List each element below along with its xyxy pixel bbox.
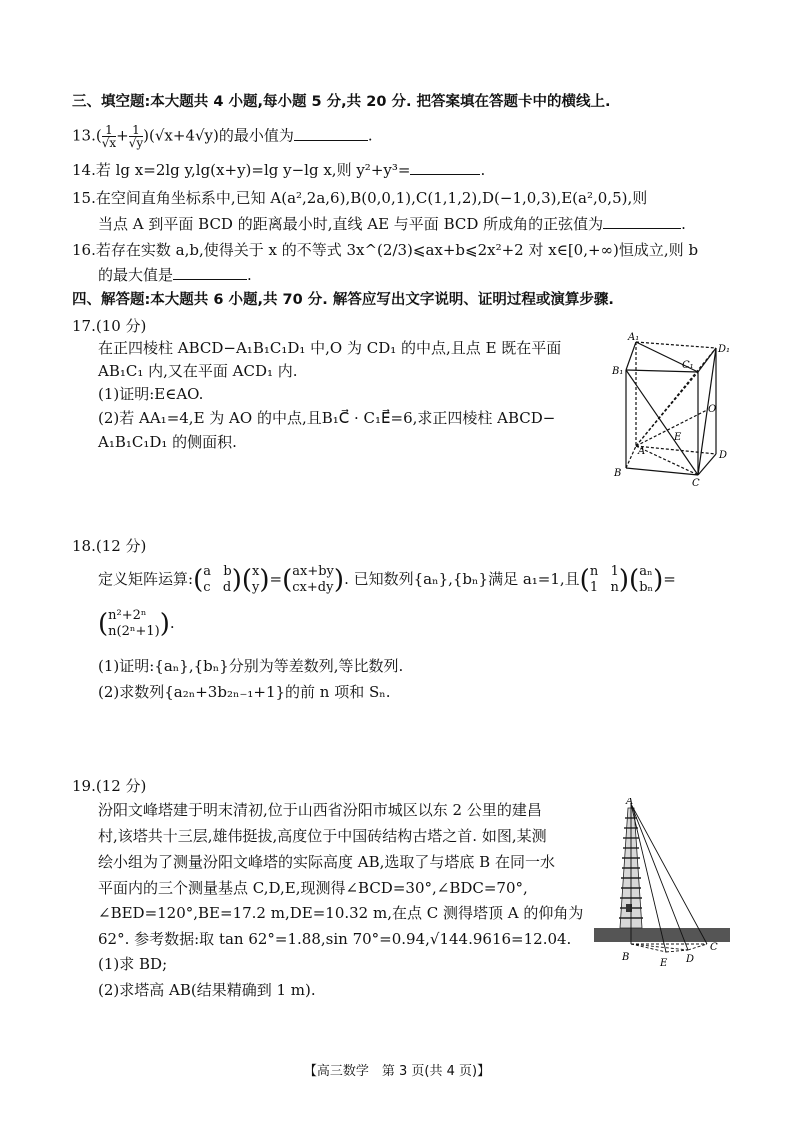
- question-15-line-1: [72, 188, 647, 208]
- q19-line4: 平面内的三个测量基点 C,D,E,现测得∠BCD=30°,∠BDC=70°,: [98, 879, 528, 897]
- q19-line3: 绘小组为了测量汾阳文峰塔的实际高度 AB,选取了与塔底 B 在同一水: [98, 853, 555, 871]
- vector-rhs: n²+2ⁿ n(2ⁿ+1): [108, 608, 160, 639]
- q19-line1: 汾阳文峰塔建于明末清初,位于山西省汾阳市城区以东 2 公里的建昌: [98, 801, 542, 819]
- q14-text: 若 lg x=2lg y,lg(x+y)=lg y−lg x,则 y²+y³=: [95, 161, 411, 179]
- q15-end: .: [681, 215, 686, 233]
- q18-line2-end: .: [169, 614, 175, 632]
- q18-number: 18.(12 分): [72, 537, 147, 555]
- q17-number: 17.(10 分): [72, 317, 147, 335]
- q14-answer-blank: [410, 160, 480, 175]
- question-14: [72, 160, 485, 180]
- question-16-line-1: [72, 240, 698, 260]
- q18-line1a: 定义矩阵运算:: [98, 570, 194, 588]
- section-3-header: 三、填空题:本大题共 4 小题,每小题 5 分,共 20 分. 把答案填在答题卡中的横线上.: [72, 94, 611, 110]
- q19-part2: (2)求塔高 AB(结果精确到 1 m).: [98, 981, 316, 999]
- label-d: D: [719, 450, 728, 461]
- q17-line2: AB₁C₁ 内,又在平面 ACD₁ 内.: [98, 362, 298, 380]
- matrix-abcd: a b c d: [203, 564, 232, 595]
- q13-number: 13.: [72, 126, 96, 145]
- q16-line1: 若存在实数 a,b,使得关于 x 的不等式 3x^(2/3)⩽ax+b⩽2x²+2 对 x∈[0,+∞)恒成立,则 b: [95, 241, 699, 259]
- q14-number: 14.: [72, 161, 96, 179]
- fraction-1-over-sqrt-x: $\frac{1}{√x}$: [101, 123, 117, 150]
- q19-line6: 62°. 参考数据:取 tan 62°=1.88,sin 70°=0.94,√144.9616=12.04.: [98, 930, 572, 948]
- q13-answer-blank: [294, 126, 368, 141]
- question-16-line-2: [98, 265, 252, 285]
- question-13: 13.( $\frac{1}{√x}$ + $\frac{1}{√y}$ )(√x+4√y)的最小值为 .: [72, 123, 373, 150]
- q17-line1: 在正四棱柱 ABCD−A₁B₁C₁D₁ 中,O 为 CD₁ 的中点,且点 E 既在平面: [98, 339, 562, 357]
- q15-number: 15.: [72, 189, 96, 207]
- q15-line1: 在空间直角坐标系中,已知 A(a²,2a,6),B(0,0,1),C(1,1,2),D(−1,0,3),E(a²,0,5),则: [95, 189, 648, 207]
- q18-part2: (2)求数列{a₂ₙ+3b₂ₙ₋₁+1}的前 n 项和 Sₙ.: [98, 683, 391, 701]
- fraction-1-over-sqrt-y: $\frac{1}{√y}$: [128, 123, 144, 150]
- label-o: O: [708, 404, 717, 415]
- label-c: C: [692, 478, 700, 489]
- label-b: B: [614, 468, 622, 479]
- q19-part1: (1)求 BD;: [98, 955, 168, 973]
- matrix-n-1-1-n: n 1 1 n: [589, 564, 619, 595]
- q18-line2: ( n²+2ⁿ n(2ⁿ+1) ).: [98, 608, 175, 639]
- label-e: E: [674, 432, 682, 443]
- q16-number: 16.: [72, 241, 96, 259]
- vector-an-bn: aₙ bₙ: [639, 564, 654, 595]
- label-c: C: [710, 942, 718, 953]
- q16-line2: 的最大值是: [98, 266, 174, 284]
- q16-end: .: [247, 266, 252, 284]
- label-d1: D₁: [718, 344, 731, 355]
- label-b: B: [622, 952, 630, 963]
- q19-number: 19.(12 分): [72, 777, 147, 795]
- q15-answer-blank: [603, 214, 681, 229]
- q17-part2a: (2)若 AA₁=4,E 为 AO 的中点,且B₁C⃗ · C₁E⃗=6,求正四棱柱 ABCD−: [98, 409, 556, 427]
- q19-line5: ∠BED=120°,BE=17.2 m,DE=10.32 m,在点 C 测得塔顶 A 的仰角为: [98, 904, 584, 922]
- q18-part1: (1)证明:{aₙ},{bₙ}分别为等差数列,等比数列.: [98, 657, 404, 675]
- q16-answer-blank: [173, 265, 247, 280]
- vector-result: ax+by cx+dy: [292, 564, 334, 595]
- q18-line1: 定义矩阵运算:( a b c d )( x y )=( ax+by cx+dy ). 已知数列{aₙ},{bₙ}满足 a₁=1,且( n 1 1 n )( aₙ bₙ )=: [98, 564, 676, 595]
- question-15-line-2: [98, 214, 686, 234]
- q17-part2b: A₁B₁C₁D₁ 的侧面积.: [98, 433, 237, 451]
- q13-text: (√x+4√y)的最小值为: [149, 126, 294, 145]
- vector-xy: x y: [252, 564, 260, 595]
- pagoda-figure: [592, 798, 732, 970]
- q14-end: .: [480, 161, 486, 179]
- label-a1: A₁: [628, 332, 640, 343]
- label-e: E: [660, 958, 668, 969]
- q13-end: .: [367, 126, 373, 145]
- label-a: A: [626, 798, 634, 807]
- page-footer: 【高三数学 第 3 页(共 4 页)】: [303, 1064, 491, 1079]
- label-c1: C₁: [682, 360, 694, 371]
- section-4-header: 四、解答题:本大题共 6 小题,共 70 分. 解答应写出文字说明、证明过程或演算步骤.: [72, 292, 614, 308]
- q17-part1: (1)证明:E∈AO.: [98, 385, 204, 403]
- q18-line1b: . 已知数列{aₙ},{bₙ}满足 a₁=1,且: [344, 570, 580, 588]
- q15-line2: 当点 A 到平面 BCD 的距离最小时,直线 AE 与平面 BCD 所成角的正弦值为: [98, 215, 604, 233]
- label-b1: B₁: [612, 366, 624, 377]
- prism-figure: [608, 330, 738, 490]
- q19-line2: 村,该塔共十三层,雄伟挺拔,高度位于中国砖结构古塔之首. 如图,某测: [98, 827, 547, 845]
- label-d: D: [686, 954, 695, 965]
- label-a: A: [638, 446, 646, 457]
